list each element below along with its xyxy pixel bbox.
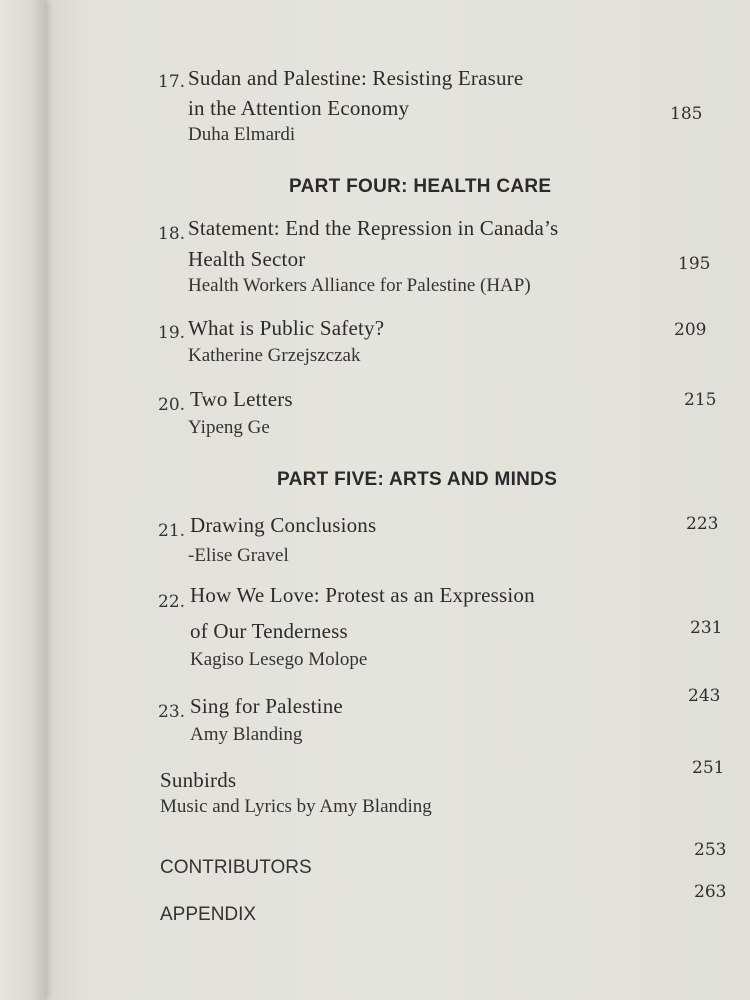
- entry-title-line-2: of Our Tenderness: [190, 619, 348, 643]
- entry-title-line-1: Drawing Conclusions: [190, 513, 377, 537]
- part-five-heading: PART FIVE: ARTS AND MINDS: [277, 469, 558, 490]
- entry-author: Duha Elmardi: [188, 124, 296, 145]
- entry-page-number: 195: [678, 254, 711, 274]
- entry-page-number: 223: [686, 514, 719, 534]
- entry-number: 19.: [158, 323, 186, 343]
- entry-number: 20.: [158, 395, 186, 415]
- entry-page-number: 243: [688, 686, 721, 706]
- entry-page-number: 251: [692, 758, 725, 778]
- entry-number: 18.: [158, 224, 186, 244]
- contributors-page-number: 253: [694, 840, 727, 860]
- entry-author: Music and Lyrics by Amy Blanding: [160, 796, 432, 817]
- entry-title-line-1: Sing for Palestine: [190, 694, 343, 718]
- entry-author: Amy Blanding: [190, 724, 303, 745]
- appendix-label: APPENDIX: [160, 904, 257, 925]
- entry-author: Health Workers Alliance for Palestine (HAP): [188, 275, 531, 296]
- entry-title-line-2: in the Attention Economy: [188, 96, 410, 120]
- appendix-page-number: 263: [694, 882, 727, 902]
- entry-title-line-1: What is Public Safety?: [188, 316, 385, 340]
- entry-page-number: 185: [670, 104, 703, 124]
- entry-page-number: 215: [684, 390, 717, 410]
- entry-author: Yipeng Ge: [188, 417, 270, 438]
- entry-page-number: 209: [674, 320, 707, 340]
- entry-author: Katherine Grzejszczak: [188, 345, 361, 366]
- entry-title-line-1: Sudan and Palestine: Resisting Erasure: [188, 66, 524, 90]
- entry-number: 23.: [158, 702, 186, 722]
- entry-title-line-1: Statement: End the Repression in Canada’s: [188, 216, 559, 240]
- contributors-label: CONTRIBUTORS: [160, 857, 312, 878]
- entry-number: 17.: [158, 72, 186, 92]
- entry-number: 22.: [158, 592, 186, 612]
- entry-page-number: 231: [690, 618, 723, 638]
- entry-title-line-1: Sunbirds: [160, 768, 237, 792]
- entry-number: 21.: [158, 521, 186, 541]
- entry-author: Kagiso Lesego Molope: [190, 649, 368, 670]
- entry-title-line-1: How We Love: Protest as an Expression: [190, 583, 535, 607]
- entry-author: -Elise Gravel: [188, 545, 289, 566]
- entry-title-line-2: Health Sector: [188, 247, 306, 271]
- book-spine-shadow: [0, 0, 46, 1000]
- part-four-heading: PART FOUR: HEALTH CARE: [289, 176, 552, 197]
- entry-title-line-1: Two Letters: [190, 387, 293, 411]
